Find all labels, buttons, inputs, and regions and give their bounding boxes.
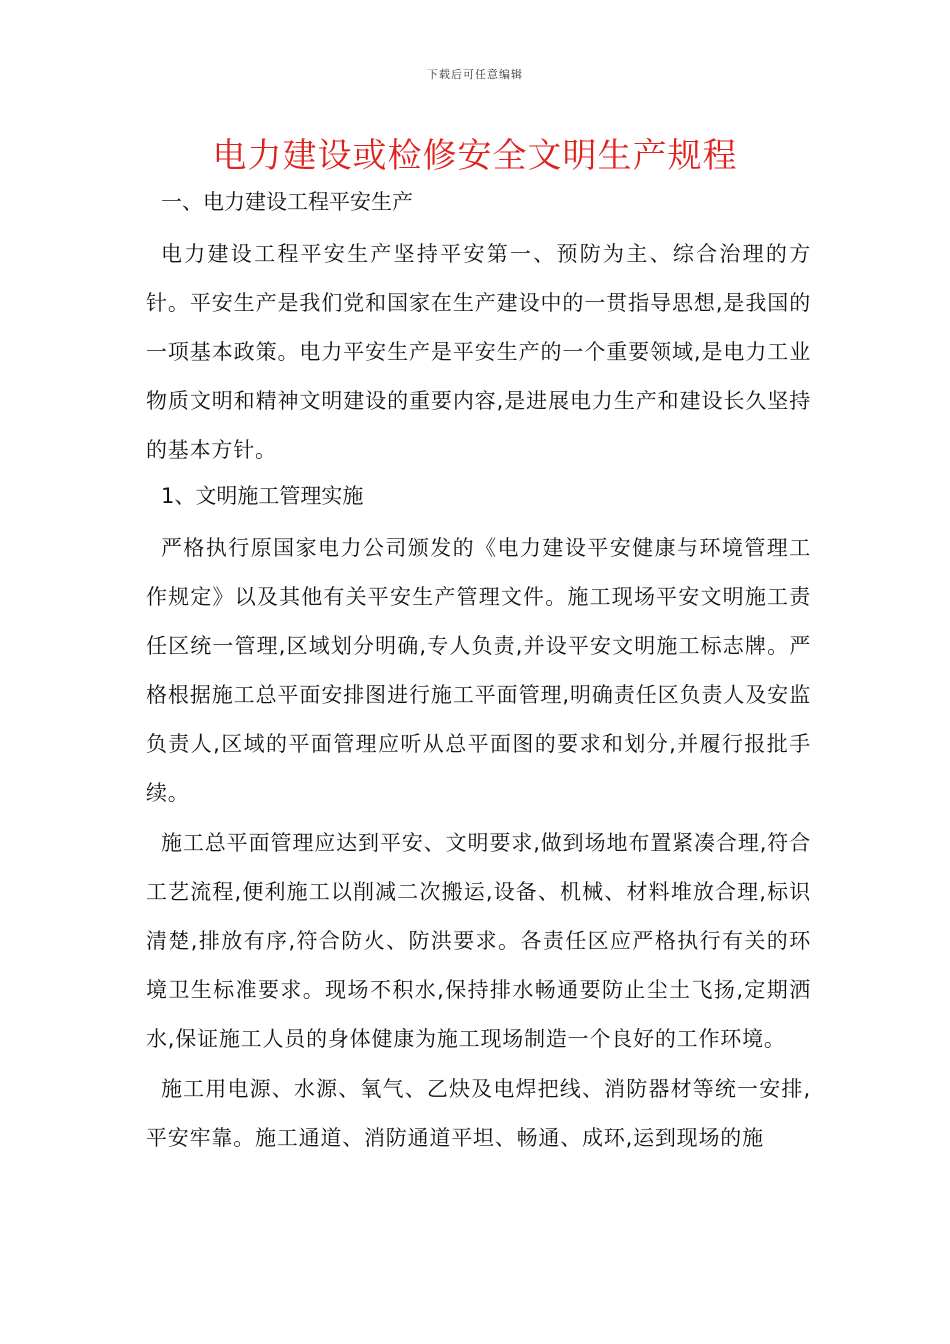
paragraph-3: 施工总平面管理应达到平安、文明要求,做到场地布置紧凑合理,符合工艺流程,便利施工以削减二次搬运,设备、机械、材料堆放合理,标识清楚,排放有序,符合防火、防洪要求。各责任区应严格执行有关的环境卫生标准要求。现场不积水,保持排水畅通要防止尘土飞扬,定期洒水,保证施工人员的身体健康为施工现场制造一个良好的工作环境。: [146, 831, 811, 1051]
paragraph-2: 严格执行原国家电力公司颁发的《电力建设平安健康与环境管理工作规定》以及其他有关平安生产管理文件。施工现场平安文明施工责任区统一管理,区域划分明确,专人负责,并设平安文明施工标志牌。严格根据施工总平面安排图进行施工平面管理,明确责任区负责人及安监负责人,区域的平面管理应听从总平面图的要求和划分,并履行报批手续。: [146, 536, 811, 805]
section-heading: 一、电力建设工程平安生产: [161, 190, 413, 214]
paragraph-1: 电力建设工程平安生产坚持平安第一、预防为主、综合治理的方针。平安生产是我们党和国家在生产建设中的一贯指导思想,是我国的一项基本政策。电力平安生产是平安生产的一个重要领域,是电力工业物质文明和精神文明建设的重要内容,是进展电力生产和建设长久坚持的基本方针。: [146, 242, 811, 462]
page-title: 电力建设或检修安全文明生产规程: [212, 136, 738, 176]
header-note: 下载后可任意编辑: [427, 68, 523, 81]
paragraph-4: 施工用电源、水源、氧气、乙炔及电焊把线、消防器材等统一安排,平安牢靠。施工通道、消防通道平坦、畅通、成环,运到现场的施: [146, 1077, 811, 1150]
subsection-heading: 1、文明施工管理实施: [161, 484, 364, 508]
document-body: [146, 182, 811, 1163]
